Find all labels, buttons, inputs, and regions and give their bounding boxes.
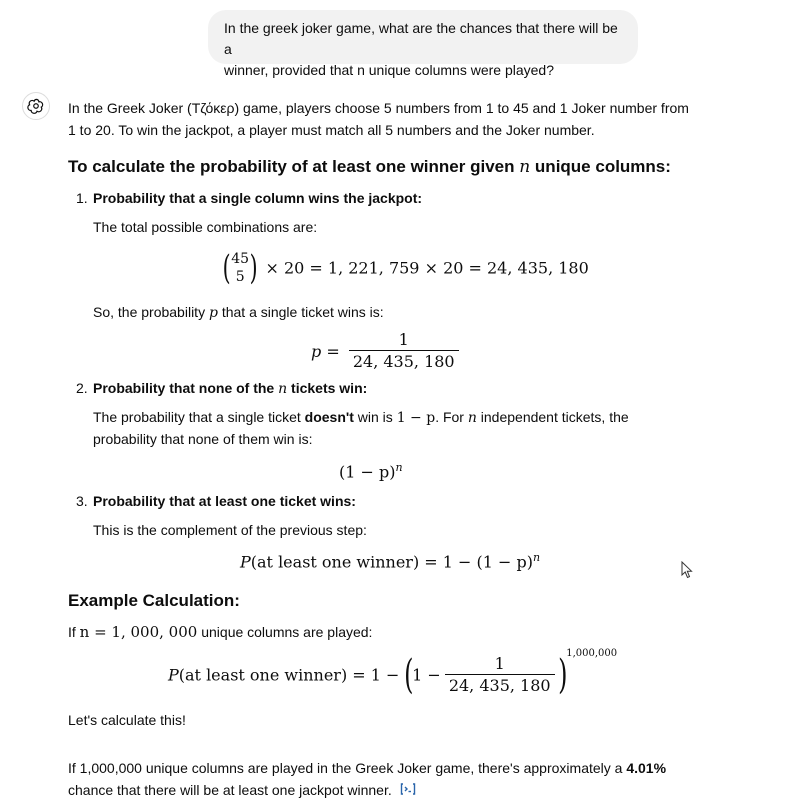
user-message-line: In the greek joker game, what are the chances that there will be a: [224, 20, 618, 57]
mouse-cursor-icon: [681, 561, 693, 584]
step-text: probability that none of them win is:: [93, 431, 313, 447]
step-title: Probability that a single column wins the jackpot:: [93, 190, 423, 206]
step-text: This is the complement of the previous step:: [93, 522, 367, 538]
step-text: The total possible combinations are:: [93, 219, 318, 235]
user-message-line: winner, provided that n unique columns were played?: [224, 62, 554, 78]
step-title: Probability that none of the n tickets win:: [93, 380, 368, 397]
intro-text: 1 to 20. To win the jackpot, a player must match all 5 numbers and the Joker number.: [68, 122, 595, 138]
code-source-icon[interactable]: [400, 780, 416, 802]
section-heading: To calculate the probability of at least one winner given n unique columns:: [68, 157, 671, 177]
result-text: chance that there will be at least one jackpot winner.: [68, 779, 416, 802]
lets-calculate-text: Let's calculate this!: [68, 712, 186, 728]
example-equation: P(at least one winner) = 1 − (1 − $\frac{1}{24, 435, 180}$ )1,000,000: [168, 648, 618, 698]
intro-text: In the Greek Joker (Τζόκερ) game, players choose 5 numbers from 1 to 45 and 1 Joker number from: [68, 100, 689, 116]
step-text: The probability that a single ticket doesn't win is 1 − p. For n independent tickets, the: [93, 409, 629, 426]
at-least-one-equation: P(at least one winner) = $1 - (1 - p)^n$: [240, 551, 541, 572]
step-number: 2.: [76, 380, 88, 396]
user-message-bubble: [208, 10, 638, 78]
step-number: 1.: [76, 190, 88, 206]
combinations-equation: ( 45 5 ) × 20 = 1, 221, 759 × 20 = 24, 435, 180: [222, 248, 589, 288]
step-text: So, the probability p that a single ticket wins is:: [93, 304, 384, 321]
none-win-equation: $(1 - p)^n$: [339, 461, 403, 482]
probability-equation: p = $\frac{1}{24, 435, 180}$: [311, 330, 463, 373]
step-title: Probability that at least one ticket wins:: [93, 493, 356, 509]
chatgpt-logo-icon: [22, 92, 50, 120]
step-number: 3.: [76, 493, 88, 509]
example-text: If n = 1, 000, 000 unique columns are played:: [68, 623, 373, 641]
result-text: If 1,000,000 unique columns are played in the Greek Joker game, there's approximately a 4.01%: [68, 760, 667, 776]
example-heading: Example Calculation:: [68, 591, 240, 610]
